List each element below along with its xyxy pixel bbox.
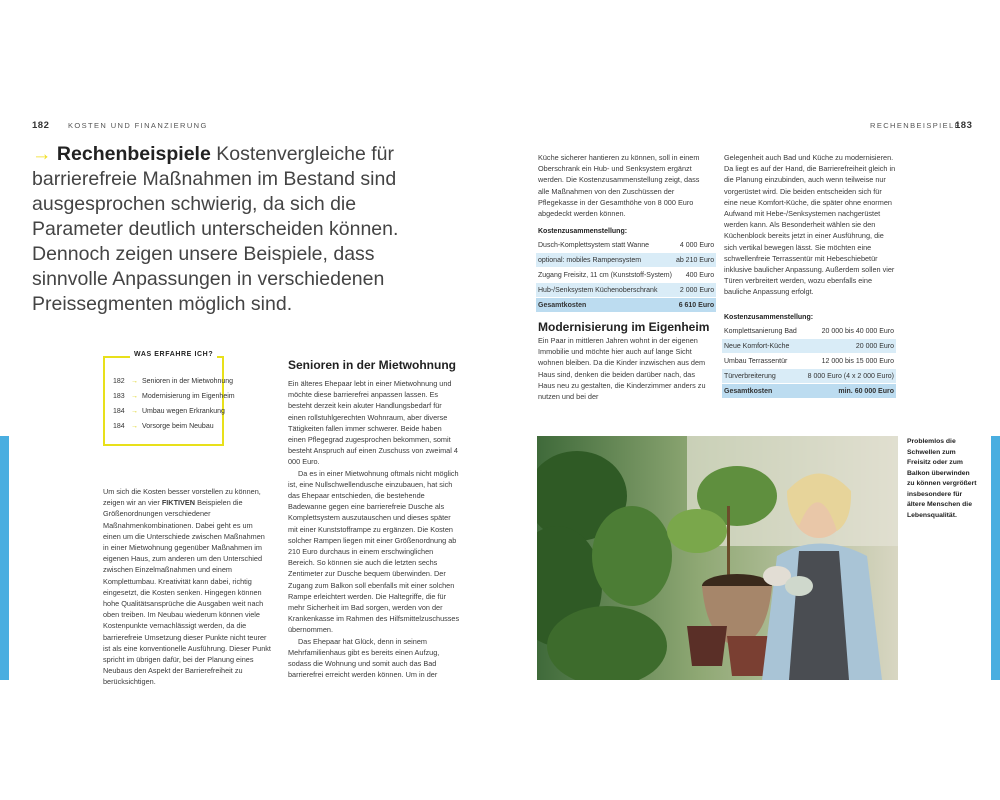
toc-item[interactable]: 184 → Vorsorge beim Neubau [113,423,214,430]
cost-row: Türverbreiterung 8 000 Euro (4 x 2 000 Euro) [722,369,896,384]
intro-lead: Rechenbeispiele [56,143,211,165]
toc-box-title: WAS ERFAHRE ICH? [130,351,217,358]
chapter-tab-left [0,436,9,680]
arrow-icon: → [131,378,138,385]
cost-row: Dusch-Komplettsystem statt Wanne 4 000 Euro [536,238,716,253]
intro-paragraph [32,142,412,317]
cost-row: Umbau Terrassentür 12 000 bis 15 000 Euro [722,354,896,369]
arrow-icon: → [131,423,138,430]
body-text-col4: Gelegenheit auch Bad und Küche zu modernisieren. Da liegt es auf der Hand, die Barrierefreiheit gleich in die Planung einzubinden, auch wenn teilweise nur vorgerüstet wird. Die beiden entscheiden sich für eine neue Komfort-Küche, die später ohne enormen Aufwand mit Hebe-/Senksystemen nachgerüstet werden kann. Als Besonderheit wählen sie den Küchenblock bereits jetzt in einer Ausführung, die sich vertikal bewegen lässt. Sie möchten eine schwellenfreie Terrassentür mit Hebeschiebetür inklusive baulicher Anpassung. Außerdem sollen vier Türen verbreitert werden, wozu ebenfalls eine bauliche Anpassung erfolgt. [724,153,896,297]
photo-illustration [537,436,898,680]
toc-list [113,374,235,434]
body-text-col2: Ein älteres Ehepaar lebt in einer Mietwohnung und möchte diese barrierefrei anpassen lassen. Es besteht derzeit kein akuter Handlungsbedarf für einen rollstuhlgerechten Wohnraum, aber diverse Tätigkeiten fallen immer schwerer. Beide haben einen Pflegegrad zugesprochen bekommen, somit besteht Anspruch auf einen Zuschuss von zweimal 4 000 Euro. Da es in einer Mietwohnung oftmals nicht möglich ist, eine Nullschwellendusche einzubauen, hat sich das Ehepaar entschieden, die bestehende Badewanne gegen eine barrierefreie Dusche als Komplettsystem auszutauschen und dieses später mit einer Kunststofframpe zu ergänzen. Die Kosten solcher Rampen liegen mit einer Größenordnung ab 210 Euro durchaus in einem erschwinglichen Bereich. So können sie auch die letzten sechs Zentimeter zur Dusche bequem überwinden. Der Zugang zum Balkon soll ebenfalls mit einer solchen Rampe erleichtert werden. Die Haltegriffe, die für mehr Sicherheit im Bad sorgen, werden von der Krankenkasse im Rahmen des Hilfsmittelzuschusses übernommen. Das Ehepaar hat Glück, denn in seinem Mehrfamilienhaus gibt es bereits einen Aufzug, sodass die Wohnung und somit auch das Bad barrierefrei erreicht werden können. Um in der [288,379,460,680]
running-head-right: RECHENBEISPIELE [870,121,962,130]
cost-title-2: Kostenzusammenstellung: [724,314,814,321]
heading-senioren: Senioren in der Mietwohnung [288,358,456,372]
cost-row: optional: mobiles Rampensystem ab 210 Euro [536,253,716,268]
toc-item[interactable]: 182 → Senioren in der Mietwohnung [113,378,234,385]
toc-item[interactable]: 184 → Umbau wegen Erkrankung [113,408,225,415]
photo-woman-gardening [537,436,898,680]
cost-total-row: Gesamtkosten 6 610 Euro [536,298,716,313]
heading-modernisierung: Modernisierung im Eigenheim [538,320,710,334]
cost-row: Zugang Freisitz, 11 cm (Kunststoff-System) 400 Euro [536,268,716,283]
chapter-tab-right [991,436,1000,680]
page-number-left: 182 [32,120,50,131]
cost-row: Komplettsanierung Bad 20 000 bis 40 000 Euro [722,324,896,339]
toc-item[interactable]: 183 → Modernisierung im Eigenheim [113,393,235,400]
cost-total-row: Gesamtkosten min. 60 000 Euro [722,384,896,399]
cost-row: Neue Komfort-Küche 20 000 Euro [722,339,896,354]
cost-table-2 [722,324,896,399]
arrow-icon: → [131,408,138,415]
arrow-icon: → [32,143,52,165]
arrow-icon: → [131,393,138,400]
cost-row: Hub-/Senksystem Küchenoberschrank 2 000 Euro [536,283,716,298]
body-text-col3b: Ein Paar in mittleren Jahren wohnt in der eigenen Immobilie und möchte hier auch auf lange Sicht wohnen bleiben. Da die Kinder inzwischen aus dem Haus sind, denken die beiden darüber nach, das Haus neu zu gestalten, die Kinderzimmer anders zu nutzen und bei der [538,336,706,402]
page-number-right: 183 [955,120,973,131]
body-text-col1: Um sich die Kosten besser vorstellen zu können, zeigen wir an vier FIKTIVEN Beispielen die Größenordnungen verschiedener Maßnahmenkombinationen. Dabei geht es um einen um die Unterschiede zwischen Maßnahmen in einer Mietwohnung gegenüber Maßnahmen im eigenen Haus, zum anderen um den Unterschied zwischen Einzelmaßnahmen und einem Komplettumbau. Kreativität kann dabei, richtig eingesetzt, die Kosten senken. Hingegen können hohe Qualitätsansprüche die Ausgaben weit nach oben treiben. Im Neubau wiederum können viele Kostenpunkte vernachlässigt werden, da die barrierefreie Umsetzung dieser Punkte nicht teurer ist als eine konventionelle Ausführung. Dieser Punkt spricht im übrigen dafür, bei der Planung eines Neubaus den Aspekt der Barrierefreiheit zu berücksichtigen. [103,487,271,687]
cost-title-1: Kostenzusammenstellung: [538,228,628,235]
photo-caption: Problemlos die Schwellen zum Freisitz oder zum Balkon überwinden zu können vergrößert insbesondere für ältere Menschen die Lebensqualität. [907,438,977,519]
intro-text: Kostenvergleiche für barrierefreie Maßnahmen im Bestand sind ausgesprochen schwierig, da sich die Parameter deutlich unterscheiden können. Dennoch zeigen unsere Beispiele, dass sinnvolle Anpassungen in verschiedenen Preissegmenten möglich sind. [32,143,399,315]
running-head-left: KOSTEN UND FINANZIERUNG [68,121,208,130]
body-text-col3: Küche sicherer hantieren zu können, soll in einem Oberschrank ein Hub- und Senksystem ergänzt werden. Die Kostenzusammenstellung zeigt, dass alle Maßnahmen von den Zuschüssen der Pflegekasse in der Gesamthöhe von 8 000 Euro abgedeckt werden können. [538,153,700,219]
cost-table-1 [536,238,716,313]
